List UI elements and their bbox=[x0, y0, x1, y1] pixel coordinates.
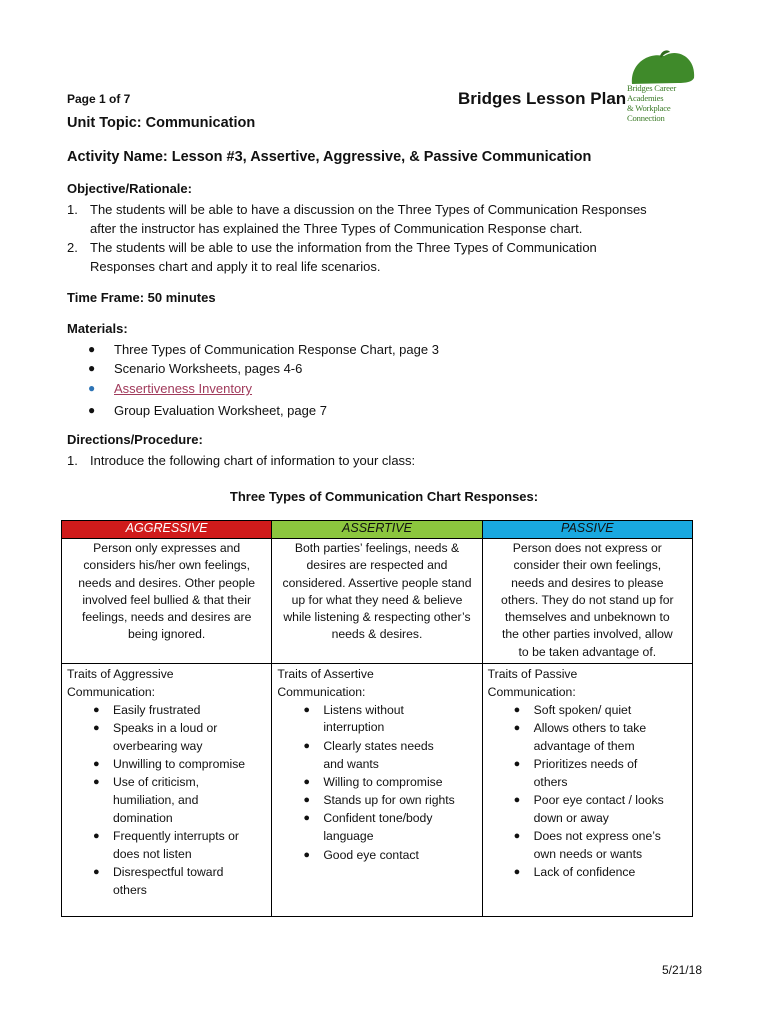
list-item bbox=[510, 756, 688, 792]
list-item bbox=[89, 756, 267, 774]
header-passive: PASSIVE bbox=[482, 521, 692, 539]
trait-line: and wants bbox=[323, 756, 379, 771]
bullet-dot-icon: ● bbox=[513, 830, 521, 843]
traits-title: Traits of Aggressive bbox=[67, 667, 174, 682]
trait-line: down or away bbox=[533, 810, 609, 825]
trait-line: advantage of them bbox=[533, 738, 635, 753]
trait-line: humiliation, and bbox=[113, 793, 199, 808]
logo-text-line2: & Workplace Connection bbox=[627, 103, 671, 123]
list-item bbox=[510, 702, 688, 720]
logo-text-line1: Bridges Career Academies bbox=[627, 83, 676, 103]
trait-line: overbearing way bbox=[113, 738, 203, 753]
table-row-description bbox=[62, 539, 693, 664]
bullet-dot-icon: ● bbox=[513, 866, 521, 879]
bullet-dot-icon: ● bbox=[93, 758, 100, 771]
materials-label: Materials: bbox=[67, 321, 128, 336]
objective-item-2 bbox=[67, 238, 707, 276]
trait-line: Frequently interrupts or bbox=[113, 829, 239, 844]
trait-line: Poor eye contact / looks bbox=[533, 793, 664, 808]
chart-title: Three Types of Communication Chart Responses: bbox=[229, 489, 539, 504]
description-line: needs and desires. Other people bbox=[78, 575, 256, 590]
traits-title: Traits of Assertive bbox=[277, 667, 374, 682]
traits-cell bbox=[482, 664, 692, 917]
assertiveness-inventory-link[interactable]: Assertiveness Inventory bbox=[114, 381, 253, 396]
trait-line: does not listen bbox=[113, 847, 192, 862]
logo-text bbox=[627, 83, 707, 123]
material-item: ● Scenario Worksheets, pages 4-6 bbox=[88, 361, 303, 376]
description-cell bbox=[62, 539, 272, 664]
description-line: consider their own feelings, bbox=[513, 558, 662, 573]
trait-line: Prioritizes needs of bbox=[533, 757, 638, 772]
directions-item-number: 1. bbox=[67, 453, 78, 468]
description-line: considers his/her own feelings, bbox=[83, 558, 250, 573]
description-line: involved feel bullied & that their bbox=[82, 592, 252, 607]
list-item bbox=[299, 810, 477, 846]
description-line: Person only expresses and bbox=[93, 541, 241, 555]
description-line: Both parties’ feelings, needs & bbox=[294, 541, 460, 555]
description-line: up for what they need & believe bbox=[291, 592, 463, 607]
list-item bbox=[299, 702, 477, 738]
objective-item-line: The students will be able to use the information from the Three Types of Communication bbox=[90, 240, 597, 255]
description-line: the other parties involved, allow bbox=[501, 627, 673, 642]
trait-line: Does not express one’s bbox=[533, 829, 661, 844]
bullet-dot-icon: ● bbox=[88, 381, 96, 395]
header-assertive: ASSERTIVE bbox=[272, 521, 482, 539]
description-line: considered. Assertive people stand bbox=[282, 575, 472, 590]
list-item bbox=[299, 774, 477, 792]
trait-line: Good eye contact bbox=[323, 847, 419, 862]
list-item bbox=[89, 774, 267, 827]
traits-title: Communication: bbox=[277, 684, 366, 699]
description-line: others. They do not stand up for bbox=[501, 592, 674, 607]
bullet-dot-icon: ● bbox=[513, 703, 521, 716]
trait-line: others bbox=[533, 774, 568, 789]
material-item[interactable] bbox=[88, 379, 252, 398]
bullet-dot-icon: ● bbox=[303, 794, 310, 807]
list-item bbox=[89, 720, 267, 756]
bullet-dot-icon: ● bbox=[88, 361, 96, 375]
trait-line: language bbox=[323, 829, 374, 844]
traits-list bbox=[277, 702, 477, 865]
trait-line: Allows others to take bbox=[533, 720, 647, 735]
objective-item-number: 2. bbox=[67, 240, 78, 255]
bullet-dot-icon: ● bbox=[513, 794, 521, 807]
traits-list bbox=[488, 702, 688, 882]
trait-line: Speaks in a loud or bbox=[113, 720, 218, 735]
objective-item-number: 1. bbox=[67, 202, 78, 217]
communication-chart-table bbox=[61, 520, 693, 917]
trait-line: Easily frustrated bbox=[113, 702, 201, 717]
bullet-dot-icon: ● bbox=[303, 848, 310, 861]
bullet-dot-icon: ● bbox=[88, 342, 96, 356]
list-item bbox=[510, 864, 688, 882]
page-number: Page 1 of 7 bbox=[67, 92, 131, 106]
trait-line: Disrespectful toward bbox=[113, 865, 224, 880]
trait-line: domination bbox=[113, 810, 173, 825]
trait-line: Soft spoken/ quiet bbox=[533, 702, 632, 717]
bullet-dot-icon: ● bbox=[303, 775, 310, 788]
objective-item-line: after the instructor has explained the Three Types of Communication Response chart. bbox=[90, 221, 583, 236]
bullet-dot-icon: ● bbox=[303, 703, 310, 716]
objective-item-line: Responses chart and apply it to real life scenarios. bbox=[90, 259, 381, 274]
description-line: being ignored. bbox=[128, 627, 206, 642]
list-item bbox=[510, 720, 688, 756]
material-item: ● Three Types of Communication Response Chart, page 3 bbox=[88, 342, 439, 357]
table-header-row bbox=[62, 521, 693, 539]
description-line: to be taken advantage of. bbox=[518, 644, 657, 659]
list-item bbox=[510, 792, 688, 828]
directions-label: Directions/Procedure: bbox=[67, 432, 203, 447]
list-item bbox=[89, 864, 267, 900]
time-frame: Time Frame: 50 minutes bbox=[67, 290, 216, 305]
directions-item-1 bbox=[67, 451, 707, 470]
document-title: Bridges Lesson Plan bbox=[458, 89, 627, 108]
list-item bbox=[89, 702, 267, 720]
directions-item-text: Introduce the following chart of information to your class: bbox=[90, 453, 416, 468]
trait-line: Confident tone/body bbox=[323, 811, 433, 826]
traits-title: Communication: bbox=[487, 684, 576, 699]
trait-line: Listens without bbox=[323, 702, 404, 717]
bullet-dot-icon: ● bbox=[513, 721, 521, 734]
bullet-dot-icon: ● bbox=[303, 812, 310, 825]
bullet-dot-icon: ● bbox=[93, 703, 100, 716]
table-row-traits bbox=[62, 664, 693, 917]
trait-line: Use of criticism, bbox=[113, 775, 199, 790]
traits-title: Communication: bbox=[67, 684, 156, 699]
traits-title: Traits of Passive bbox=[487, 667, 578, 682]
description-line: needs and desires to please bbox=[511, 575, 664, 590]
footer-date: 5/21/18 bbox=[661, 963, 702, 977]
list-item bbox=[510, 828, 688, 864]
traits-cell bbox=[272, 664, 482, 917]
bullet-dot-icon: ● bbox=[88, 403, 96, 417]
trait-line: Lack of confidence bbox=[533, 865, 636, 880]
bullet-dot-icon: ● bbox=[513, 758, 521, 771]
traits-list bbox=[67, 702, 267, 900]
material-item: ● Group Evaluation Worksheet, page 7 bbox=[88, 403, 327, 418]
description-line: feelings, needs and desires are bbox=[81, 610, 252, 625]
trait-line: Stands up for own rights bbox=[323, 793, 455, 808]
list-item bbox=[299, 847, 477, 865]
unit-topic: Unit Topic: Communication bbox=[67, 115, 256, 131]
trait-line: interruption bbox=[323, 720, 385, 735]
list-item bbox=[89, 828, 267, 864]
trait-line: Willing to compromise bbox=[323, 774, 443, 789]
objective-label: Objective/Rationale: bbox=[67, 181, 192, 196]
traits-cell bbox=[62, 664, 272, 917]
trait-line: Clearly states needs bbox=[323, 738, 434, 753]
list-item bbox=[299, 738, 477, 774]
bullet-dot-icon: ● bbox=[303, 739, 310, 752]
list-item bbox=[299, 792, 477, 810]
bullet-dot-icon: ● bbox=[93, 830, 100, 843]
description-line: while listening & respecting other’s bbox=[283, 610, 471, 625]
description-line: needs & desires. bbox=[331, 627, 423, 642]
description-cell bbox=[482, 539, 692, 664]
description-line: Person does not express or bbox=[512, 541, 662, 555]
trait-line: own needs or wants bbox=[533, 847, 643, 862]
trait-line: others bbox=[113, 883, 147, 898]
trait-line: Unwilling to compromise bbox=[113, 757, 246, 772]
activity-name: Activity Name: Lesson #3, Assertive, Aggressive, & Passive Communication bbox=[67, 149, 592, 165]
description-line: desires are respected and bbox=[306, 558, 448, 573]
header-aggressive: AGGRESSIVE bbox=[62, 521, 272, 539]
bullet-dot-icon: ● bbox=[93, 866, 100, 879]
description-line: themselves and unbeknown to bbox=[505, 610, 670, 625]
bullet-dot-icon: ● bbox=[93, 721, 100, 734]
objective-item-line: The students will be able to have a discussion on the Three Types of Communication Responses bbox=[90, 202, 647, 217]
objective-item-1 bbox=[67, 200, 707, 238]
bullet-dot-icon: ● bbox=[93, 776, 100, 789]
description-cell bbox=[272, 539, 482, 664]
